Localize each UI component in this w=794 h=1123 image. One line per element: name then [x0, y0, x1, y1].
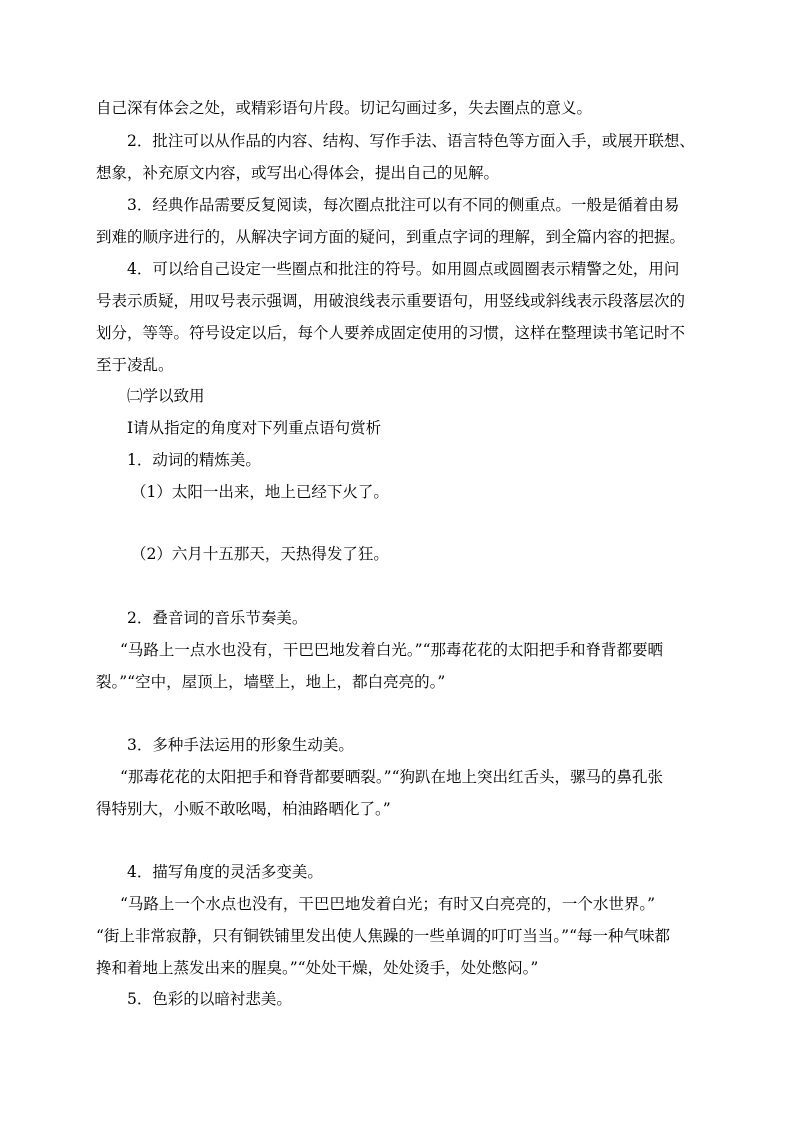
point-2-line-1: 2．批注可以从作品的内容、结构、写作手法、语言特色等方面入手，或展开联想、	[127, 132, 695, 150]
point-2-line-2: 想象，补充原文内容，或写出心得体会，提出自己的见解。	[96, 164, 500, 182]
text-line: 自己深有体会之处，或精彩语句片段。切记勾画过多，失去圈点的意义。	[96, 99, 593, 117]
point-4-line-4: 至于凌乱。	[96, 356, 174, 374]
item-1-sentence-2: （2）六月十五那天，天热得发了狂。	[131, 545, 389, 563]
point-4-line-3: 划分，等等。符号设定以后，每个人要养成固定使用的习惯，这样在整理读书笔记时不	[96, 324, 686, 342]
item-2-quote-line-1: “马路上一点水也没有，干巴巴地发着白光。”“那毒花花的太阳把手和脊背都要晒	[120, 641, 664, 659]
point-4-line-2: 号表示质疑，用叹号表示强调，用破浪线表示重要语句，用竖线或斜线表示段落层次的	[96, 292, 686, 310]
item-3-heading: 3．多种手法运用的形象生动美。	[127, 736, 354, 754]
item-3-quote-line-2: 得特别大，小贩不敢吆喝，柏油路晒化了。”	[96, 800, 391, 818]
item-5-heading: 5．色彩的以暗衬悲美。	[127, 990, 292, 1008]
item-4-quote-line-1: “马路上一个水点也没有，干巴巴地发着白光；有时又白亮亮的，一个水世界。”	[120, 895, 656, 913]
point-3-line-1: 3．经典作品需要反复阅读，每次圈点批注可以有不同的侧重点。一般是循着由易	[127, 196, 680, 214]
point-4-line-1: 4．可以给自己设定一些圈点和批注的符号。如用圆点或圆圈表示精警之处，用问	[127, 260, 680, 278]
item-2-quote-line-2: 裂。”“空中，屋顶上，墙壁上，地上，都白亮亮的。”	[96, 673, 446, 691]
item-2-heading: 2．叠音词的音乐节奏美。	[127, 609, 308, 627]
item-4-heading: 4．描写角度的灵活多变美。	[127, 863, 323, 881]
item-1-sentence-1: （1）太阳一出来，地上已经下火了。	[131, 483, 389, 501]
item-1-heading: 1．动词的精炼美。	[127, 451, 261, 469]
exercise-instruction: Ⅰ请从指定的角度对下列重点语句赏析	[127, 419, 382, 437]
item-4-quote-line-2: “街上非常寂静，只有铜铁铺里发出使人焦躁的一些单调的叮叮当当。”“每一种气味都	[96, 927, 671, 945]
item-3-quote-line-1: “那毒花花的太阳把手和脊背都要晒裂。”“狗趴在地上突出红舌头，骡马的鼻孔张	[120, 768, 664, 786]
section-heading: ㈡学以致用	[127, 387, 205, 405]
item-4-quote-line-3: 搀和着地上蒸发出来的腥臭。”“处处干燥，处处烫手，处处憋闷。”	[96, 959, 539, 977]
point-3-line-2: 到难的顺序进行的，从解决字词方面的疑问，到重点字词的理解，到全篇内容的把握。	[96, 228, 686, 246]
